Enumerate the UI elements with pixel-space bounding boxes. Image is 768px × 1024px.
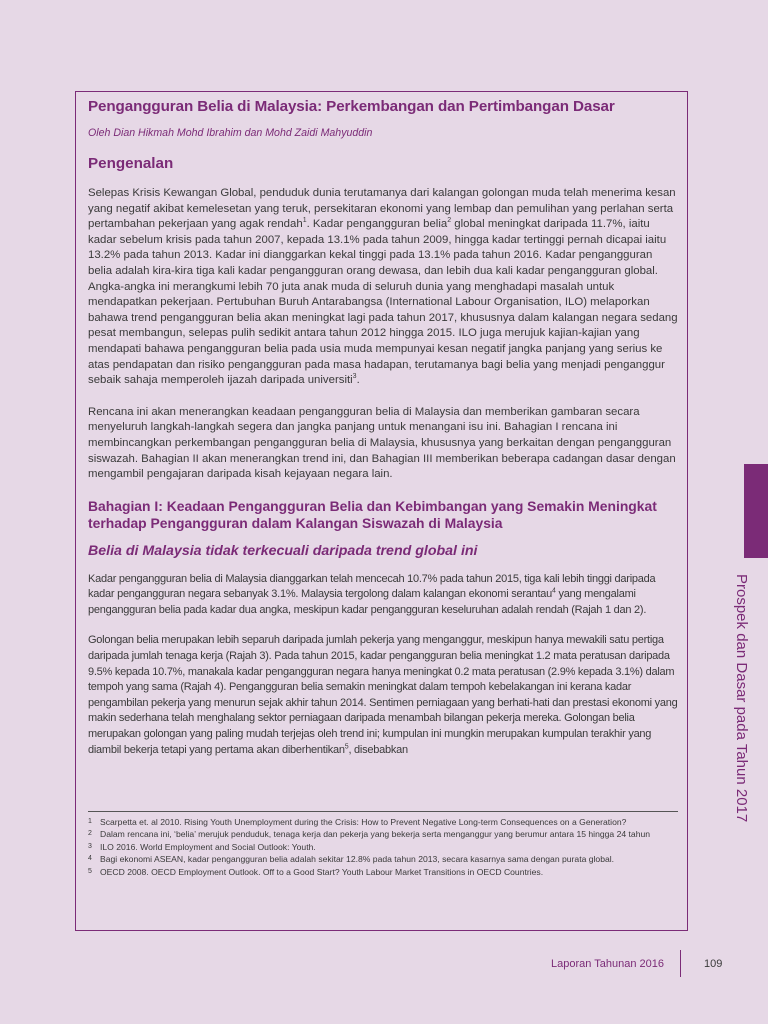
- footnote-ref-1: 1: [302, 217, 307, 225]
- footnote-ref-2: 2: [447, 217, 452, 225]
- part1-subheading: Belia di Malaysia tidak terkecuali daripada trend global ini: [88, 542, 478, 559]
- footnote-ref-4: 4: [552, 587, 556, 595]
- footer-report-title: Laporan Tahunan 2016: [551, 958, 664, 970]
- footnotes: [88, 817, 678, 879]
- intro-paragraph-2: Rencana ini akan menerangkan keadaan pengangguran belia di Malaysia dan memberikan gambaran secara menyeluruh langkah-langkah segera dan jangka panjang untuk menangani isu ini. Bahagian I rencana ini membincangkan perkembangan pengangguran belia di Malaysia, khususnya yang berkaitan dengan pengangguran siswazah. Bahagian II akan menerangkan trend ini, dan Bahagian III memberikan beberapa cadangan dasar dengan mengambil pengajaran daripada kisah kejayaan negara lain.: [88, 405, 676, 481]
- article-byline: Oleh Dian Hikmah Mohd Ibrahim dan Mohd Zaidi Mahyuddin: [88, 127, 373, 139]
- footnote-item: 2 Dalam rencana ini, ‘belia’ merujuk penduduk, tenaga kerja dan pekerja yang bekerja serta menganggur yang berumur antara 15 hingga 24 tahun: [88, 829, 651, 840]
- part1-paragraph-1: Kadar pengangguran belia di Malaysia dianggarkan telah mencecah 10.7% pada tahun 2015, tiga kali lebih tinggi daripada kadar pengangguran negara sebanyak 3.1%. Malaysia tergolong dalam kalangan ekonomi serantau$^4$ yang mengalami pengangguran belia pada kadar dua angka, meskipun kadar pengangguran keseluruhan adalah rendah (Rajah 1 dan 2).: [88, 572, 656, 616]
- page-number: 109: [704, 958, 723, 970]
- article-content: [88, 97, 678, 758]
- footnote-divider: [88, 811, 678, 812]
- footnote-ref-3: 3: [352, 373, 357, 381]
- footnote-item: 3 ILO 2016. World Employment and Social Outlook: Youth.: [88, 841, 316, 852]
- footnote-item: 4 Bagi ekonomi ASEAN, kadar pengangguran belia adalah sekitar 12.8% pada tahun 2013, secara kasarnya sama dengan purata global.: [88, 854, 615, 865]
- intro-paragraph-1: Selepas Krisis Kewangan Global, penduduk dunia terutamanya dari kalangan golongan muda telah menerima kesan yang negatif akibat kemelesetan yang teruk, persekitaran ekonomi yang lembap dan pemulihan yang perlahan serta pertambahan pekerjaan yang agak rendah$^1$. Kadar pengangguran belia$^2$ global meningkat daripada 11.7%, iaitu kadar sebelum krisis pada tahun 2007, kepada 13.1% pada tahun 2009, hingga kadar tertinggi pernah dicapai iaitu 13.2% pada tahun 2013. Kadar ini dianggarkan kekal tinggi pada 13.1% pada tahun 2016. Kadar pengangguran belia adalah kira-kira tiga kali kadar pengangguran orang dewasa, dan lebih dua kali kadar pengangguran global. Angka-angka ini merangkumi lebih 70 juta anak muda di seluruh dunia yang menghadapi masalah untuk mendapatkan pekerjaan. Pertubuhan Buruh Antarabangsa (International Labour Organisation, ILO) melaporkan bahawa trend pengangguran belia akan meningkat lagi pada tahun 2017, khususnya dalam kalangan negara sedang pesat membangun, selepas pulih sedikit antara tahun 2012 hingga 2015. ILO juga merujuk kajian-kajian yang mendapati bahawa pengangguran belia pada usia muda mempunyai kesan negatif jangka panjang yang serius ke atas pendapatan dan risiko pengangguran pada masa hadapan, terutamanya bagi belia yang menjadi penganggur sebaik sahaja memperoleh ijazah daripada universiti$^3$.: [88, 187, 678, 387]
- footnote-item: 1 Scarpetta et. al 2010. Rising Youth Unemployment during the Crisis: How to Prevent Negative Long-term Consequences on a Generation?: [88, 817, 627, 827]
- intro-heading: Pengenalan: [88, 155, 174, 172]
- part1-heading: Bahagian I: Keadaan Pengangguran Belia dan Kebimbangan yang Semakin Meningkat terhadap Pengangguran dalam Kalangan Siswazah di Malaysia: [88, 497, 657, 532]
- footnote-ref-5: 5: [344, 742, 349, 750]
- footer-divider: [680, 950, 681, 977]
- article-title: Pengangguran Belia di Malaysia: Perkembangan dan Pertimbangan Dasar: [88, 98, 615, 115]
- part1-paragraph-2: Golongan belia merupakan lebih separuh daripada jumlah pekerja yang menganggur, meskipun hanya mewakili satu pertiga daripada jumlah tenaga kerja (Rajah 3). Pada tahun 2015, kadar pengangguran belia meningkat 1.2 mata peratusan daripada 9.5% kepada 10.7%, manakala kadar pengangguran negara hanya meningkat 0.2 mata peratusan (2.9% kepada 3.1%) dalam tempoh yang sama (Rajah 4). Pengangguran belia semakin meningkat dalam tempoh kebelakangan ini kerana kadar pengambilan pekerja yang menurun sejak akhir tahun 2014. Sentimen perniagaan yang berhati-hati dan prestasi ekonomi yang makin sederhana telah menghalang sektor perniagaan daripada menambah bilangan pekerja mereka. Golongan belia merupakan golongan yang paling mudah terjejas oleh trend ini; kumpulan ini mungkin merupakan kumpulan terakhir yang diambil bekerja tetapi yang pertama akan diberhentikan$^5$, disebabkan: [88, 634, 678, 756]
- footnote-item: 5 OECD 2008. OECD Employment Outlook. Off to a Good Start? Youth Labour Market Transitions in OECD Countries.: [88, 866, 544, 877]
- chapter-tab-marker: [744, 464, 768, 558]
- chapter-side-label: Prospek dan Dasar pada Tahun 2017: [733, 574, 750, 823]
